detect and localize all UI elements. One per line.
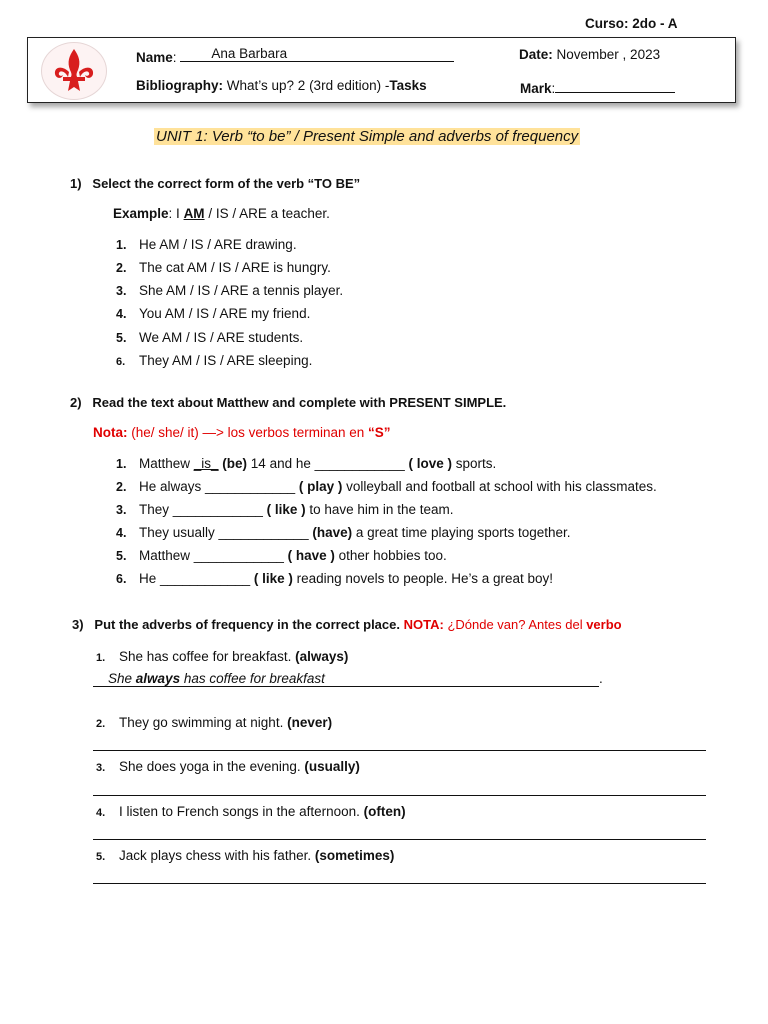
name-row: Name: Ana Barbara (136, 47, 454, 65)
mark-field[interactable] (555, 78, 675, 93)
name-field[interactable] (180, 47, 454, 62)
list-item: 5. Matthew ____________ ( have ) other hobbies too. (116, 548, 447, 563)
section1-title: Select the correct form of the verb “TO BE” (92, 176, 361, 191)
list-item: 3. She AM / IS / ARE a tennis player. (116, 283, 344, 298)
list-item: 4. I listen to French songs in the afternoon. (often) (96, 804, 406, 819)
list-item: 1. He AM / IS / ARE drawing. (116, 237, 297, 252)
bibliography-tasks: Tasks (389, 78, 427, 93)
list-item: 1. She has coffee for breakfast. (always) (96, 649, 349, 664)
list-item: 5. Jack plays chess with his father. (sometimes) (96, 848, 395, 863)
name-label: Name (136, 50, 173, 65)
section2-title: Read the text about Matthew and complete with PRESENT SIMPLE. (92, 395, 507, 410)
date-row (519, 47, 660, 62)
answer-field[interactable] (93, 839, 706, 840)
mark-label: Mark (520, 81, 552, 96)
bibliography-value: What’s up? 2 (3rd edition) - (226, 78, 390, 93)
example-answer: AM (183, 206, 205, 221)
date-label: Date: (519, 47, 553, 62)
list-item: 4. You AM / IS / ARE my friend. (116, 306, 311, 321)
answer-field[interactable] (93, 795, 706, 796)
fleur-de-lis-icon (52, 47, 96, 95)
school-logo (41, 42, 107, 100)
list-item: 6. He ____________ ( like ) reading novels to people. He’s a great boy! (116, 571, 554, 586)
list-item: 2. They go swimming at night. (never) (96, 715, 333, 730)
course-label: Curso: 2do - A (585, 16, 678, 31)
date-value: November , 2023 (556, 47, 661, 62)
mark-row: Mark: (520, 78, 675, 96)
list-item: 6. They AM / IS / ARE sleeping. (116, 353, 313, 368)
section1-example: Example: I AM / IS / ARE a teacher. (113, 206, 330, 221)
unit-title: UNIT 1: Verb “to be” / Present Simple and adverbs of frequency (156, 128, 579, 145)
list-item: 1. Matthew _is_ (be) 14 and he ____________ ( love ) sports. (116, 456, 497, 471)
list-item: 3. They ____________ ( like ) to have him in the team. (116, 502, 454, 517)
section2-heading: 2) Read the text about Matthew and complete with PRESENT SIMPLE. (70, 395, 507, 410)
bibliography-label: Bibliography: (136, 78, 223, 93)
filled-answer: _is_ (193, 456, 219, 471)
section3-title: Put the adverbs of frequency in the correct place. (94, 617, 400, 632)
bibliography-row (136, 78, 427, 93)
list-item: 5. We AM / IS / ARE students. (116, 330, 304, 345)
answer-field[interactable] (93, 750, 706, 751)
answer-field[interactable] (93, 883, 706, 884)
list-item: 2. The cat AM / IS / ARE is hungry. (116, 260, 331, 275)
example-answer-line: She always has coffee for breakfast . (93, 671, 603, 687)
name-value: Ana Barbara (211, 46, 288, 61)
list-item: 2. He always ____________ ( play ) volleyball and football at school with his classmates. (116, 479, 657, 494)
section2-note: Nota: (he/ she/ it) —> los verbos terminan en “S” (93, 425, 391, 440)
header-box (27, 37, 736, 103)
list-item: 3. She does yoga in the evening. (usually) (96, 759, 360, 774)
list-item: 4. They usually ____________ (have) a great time playing sports together. (116, 525, 571, 540)
section1-heading: 1) Select the correct form of the verb “TO BE” (70, 176, 361, 191)
section3-heading: 3) Put the adverbs of frequency in the correct place. NOTA: ¿Dónde van? Antes del verbo (72, 617, 622, 632)
